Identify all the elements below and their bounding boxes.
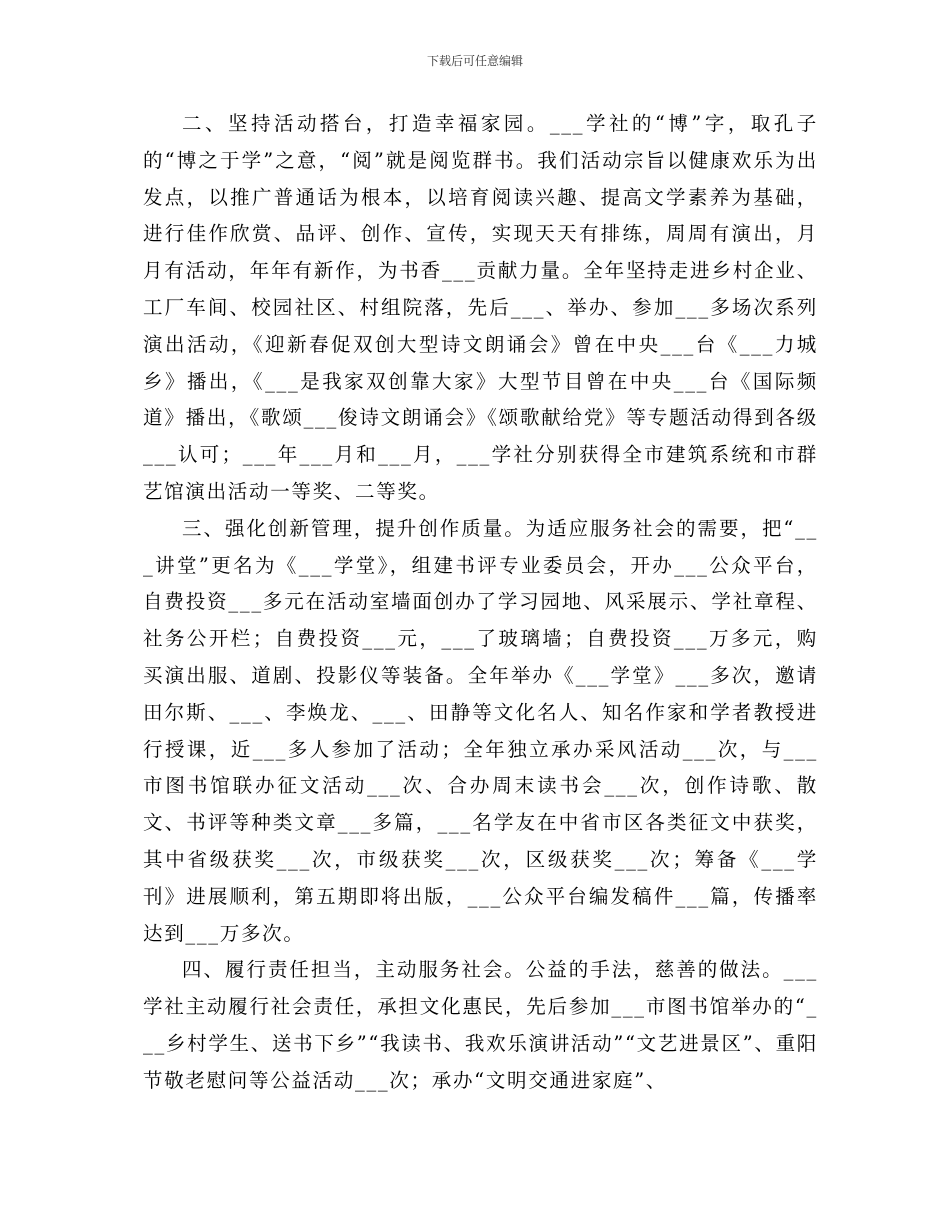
paragraph-activities: 二、坚持活动搭台，打造幸福家园。___学社的“博”字，取孔子的“博之于学”之意，“阅”就是阅览群书。我们活动宗旨以健康欢乐为出发点，以推广普通话为根本，以培育阅读兴趣、提高文学素养为基础，进行佳作欣赏、品评、创作、宣传，实现天天有排练，周周有演出，月月有活动，年年有新作，为书香___贡献力量。全年坚持走进乡村企业、工厂车间、校园社区、村组院落，先后___、举办、参加___多场次系列演出活动，《迎新春促双创大型诗文朗诵会》曾在中央___台《___力城乡》播出，《___是我家双创靠大家》大型节目曾在中央___台《国际频道》播出，《歌颂___俊诗文朗诵会》《颂歌献给党》等专题活动得到各级___认可；___年___月和___月，___学社分别获得全市建筑系统和市群艺馆演出活动一等奖、二等奖。 bbox=[143, 112, 818, 503]
document-body bbox=[143, 106, 818, 1100]
paragraph-social-service: 四、履行责任担当，主动服务社会。公益的手法，慈善的做法。___学社主动履行社会责任，承担文化惠民，先后参加___市图书馆举办的“___乡村学生、送书下乡”“我读书、我欢乐演讲活动”“文艺进景区”、重阳节敬老慰问等公益活动___次；承办“文明交通进家庭”、 bbox=[143, 958, 818, 1092]
page-header: 下载后可任意编辑 bbox=[426, 54, 523, 68]
paragraph-innovation: 三、强化创新管理，提升创作质量。为适应服务社会的需要，把“___讲堂”更名为《___学堂》，组建书评专业委员会，开办___公众平台，自费投资___多元在活动室墙面创办了学习园地、风采展示、学社章程、社务公开栏；自费投资___元，___了玻璃墙；自费投资___万多元，购买演出服、道剧、投影仪等装备。全年举办《___学堂》___多次，邀请田尔斯、___、李焕龙、___、田静等文化名人、知名作家和学者教授进行授课，近___多人参加了活动；全年独立承办采风活动___次，与___市图书馆联办征文活动___次、合办周末读书会___次，创作诗歌、散文、书评等种类文章___多篇，___名学友在中省市区各类征文中获奖，其中省级获奖___次，市级获奖___次，区级获奖___次；筹备《___学刊》进展顺利，第五期即将出版，___公众平台编发稿件___篇，传播率达到___万多次。 bbox=[143, 516, 818, 945]
